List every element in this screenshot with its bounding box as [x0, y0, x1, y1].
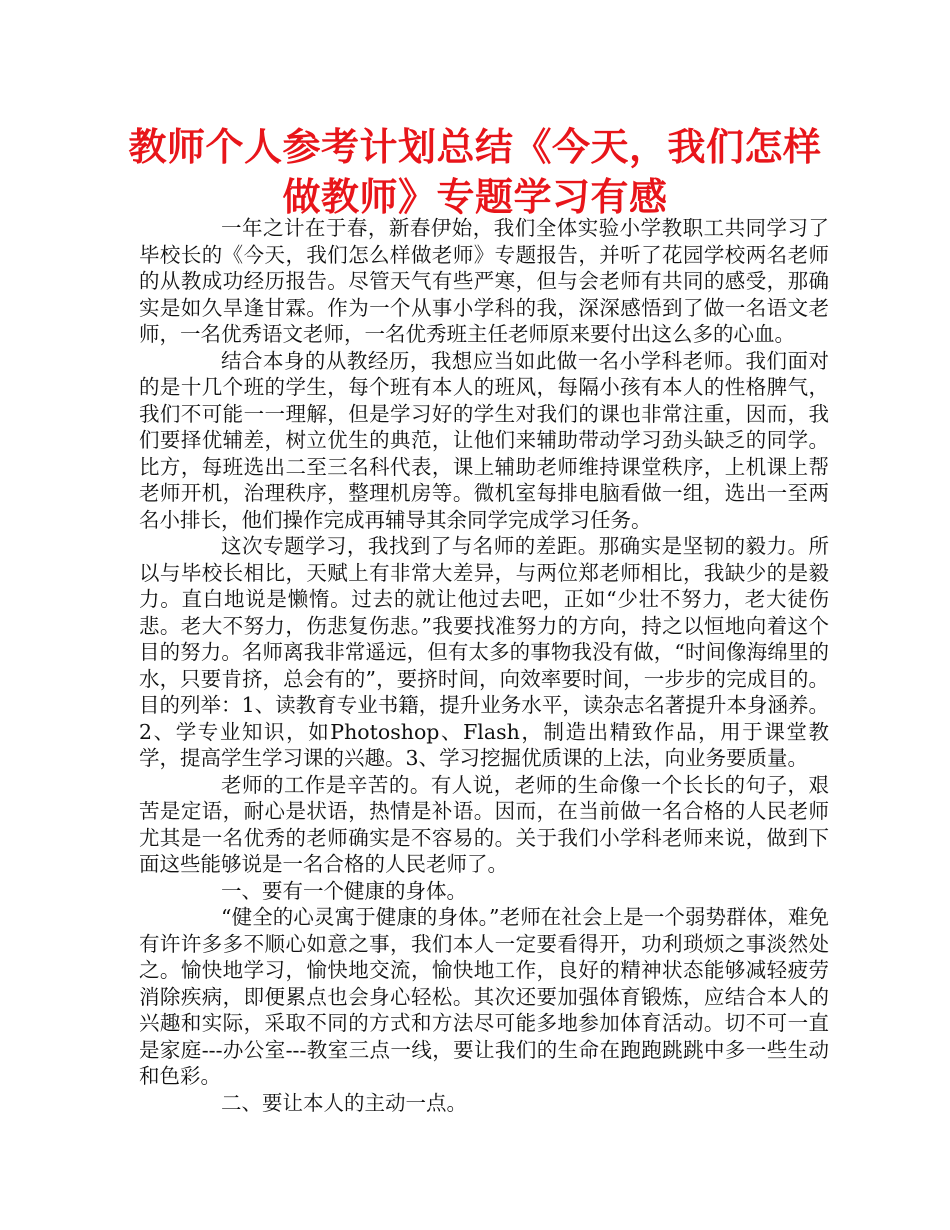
- paragraph-hardship: 老师的工作是辛苦的。有人说，老师的生命像一个长长的句子，艰苦是定语，耐心是状语，热情是补语。因而，在当前做一名合格的人民老师尤其是一名优秀的老师确实是不容易的。关于我们小学科老师来说，做到下面这些能够说是一名合格的人民老师了。: [139, 772, 829, 876]
- section-heading-health: 一、要有一个健康的身体。: [221, 878, 467, 903]
- document-title: 教师个人参考计划总结《今天，我们怎样做教师》专题学习有感: [128, 125, 822, 219]
- section-heading-initiative: 二、要让本人的主动一点。: [221, 1090, 467, 1115]
- paragraph-intro: 一年之计在于春，新春伊始，我们全体实验小学教职工共同学习了毕校长的《今天，我们怎么样做老师》专题报告，并听了花园学校两名老师的从教成功经历报告。尽管天气有些严寒，但与会老师有共同的感受，那确实是如久旱逢甘霖。作为一个从事小学科的我，深深感悟到了做一名语文老师，一名优秀语文老师，一名优秀班主任老师原来要付出这么多的心血。: [139, 216, 829, 346]
- paragraph-experience: 结合本身的从教经历，我想应当如此做一名小学科老师。我们面对的是十几个班的学生，每个班有本人的班风，每隔小孩有本人的性格脾气，我们不可能一一理解，但是学习好的学生对我们的课也非常注重，因而，我们要择优辅差，树立优生的典范，让他们来辅助带动学习劲头缺乏的同学。比方，每班选出二至三名科代表，课上辅助老师维持课堂秩序，上机课上帮老师开机，治理秩序，整理机房等。微机室每排电脑看做一组，选出一至两名小排长，他们操作完成再辅导其余同学完成学习任务。: [139, 348, 829, 532]
- paragraph-health: “健全的心灵寓于健康的身体。”老师在社会上是一个弱势群体，难免有许许多多不顺心如意之事，我们本人一定要看得开，功利琐烦之事淡然处之。愉快地学习，愉快地交流，愉快地工作，良好的精神状态能够减轻疲劳消除疾病，即便累点也会身心轻松。其次还要加强体育锻炼，应结合本人的兴趣和实际，采取不同的方式和方法尽可能多地参加体育活动。切不可一直是家庭---办公室---教室三点一线，要让我们的生命在跑跑跳跳中多一些生动和色彩。: [139, 905, 829, 1088]
- paragraph-gap: 这次专题学习，我找到了与名师的差距。那确实是坚韧的毅力。所以与毕校长相比，天赋上有非常大差异，与两位郑老师相比，我缺少的是毅力。直白地说是懒惰。过去的就让他过去吧，正如“少壮不努力，老大徒伤悲。老大不努力，伤悲复伤悲。”我要找准努力的方向，持之以恒地向着这个目的努力。名师离我非常遥远，但有太多的事物我没有做，“时间像海绵里的水，只要肯挤，总会有的”，要挤时间，向效率要时间，一步步的完成目的。目的列举：1、读教育专业书籍，提升业务水平，读杂志名著提升本身涵养。2、学专业知识，如Photoshop、Flash，制造出精致作品，用于课堂教学，提高学生学习课的兴趣。3、学习挖掘优质课的上法，向业务要质量。: [139, 534, 829, 770]
- document-body: [139, 215, 829, 1116]
